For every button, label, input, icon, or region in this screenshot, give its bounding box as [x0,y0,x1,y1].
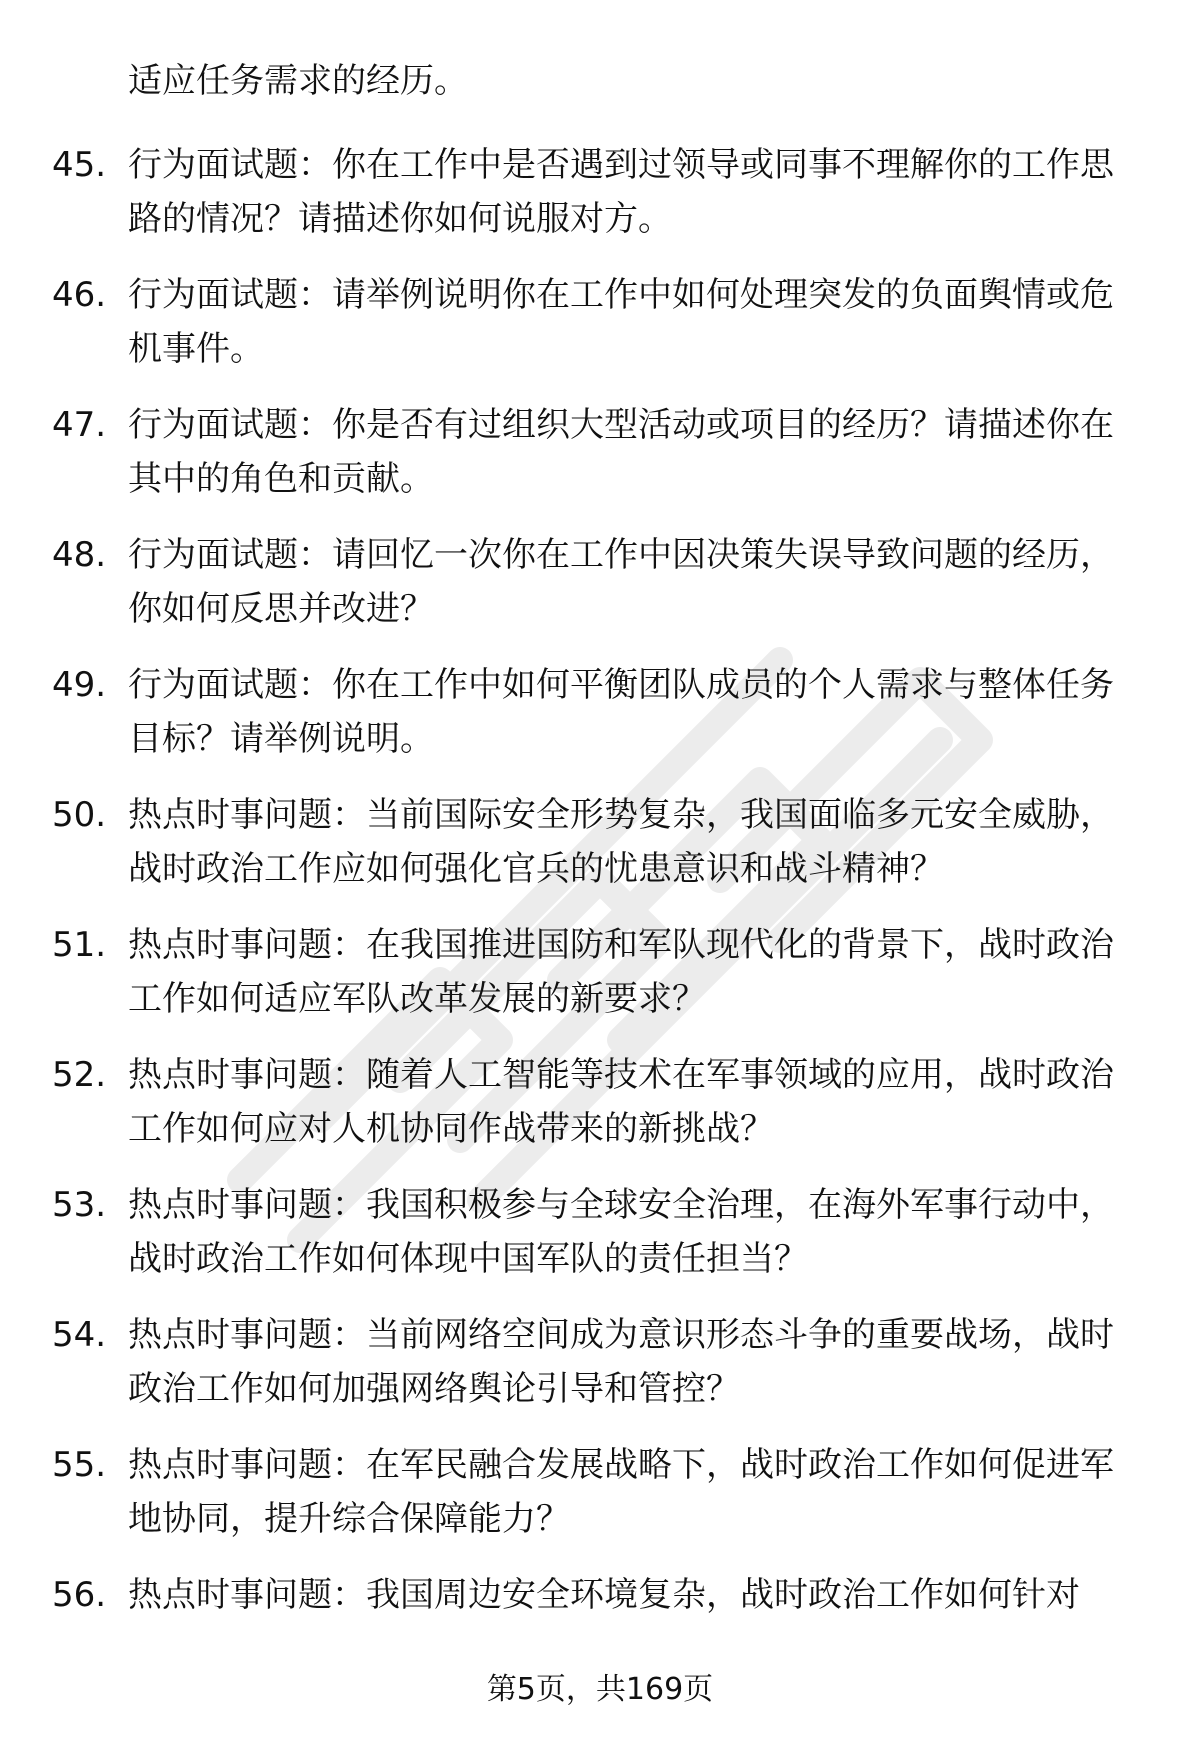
question-text: 行为面试题：请回忆一次你在工作中因决策失误导致问题的经历，你如何反思并改进？ [128,535,1114,629]
question-number: 55. [52,1445,107,1485]
question-text: 热点时事问题：在军民融合发展战略下，战时政治工作如何促进军地协同，提升综合保障能力？ [128,1445,1114,1539]
question-number: 45. [52,145,107,185]
question-text: 热点时事问题：当前国际安全形势复杂，我国面临多元安全威胁，战时政治工作应如何强化官兵的忧患意识和战斗精神？ [128,795,1114,889]
question-text: 热点时事问题：随着人工智能等技术在军事领域的应用，战时政治工作如何应对人机协同作战带来的新挑战？ [128,1055,1114,1149]
question-number: 49. [52,665,107,705]
question-number: 50. [52,795,107,835]
question-item-48 [0,528,1200,658]
question-item-50 [0,788,1200,918]
continuation-text: 适应任务需求的经历。 [128,61,468,101]
question-text: 行为面试题：请举例说明你在工作中如何处理突发的负面舆情或危机事件。 [128,275,1114,369]
question-item-55 [0,1438,1200,1568]
question-item-49 [0,658,1200,788]
question-number: 51. [52,925,107,965]
question-list [0,138,1200,1698]
page-footer: 第5页，共169页 [486,1672,714,1707]
question-text: 热点时事问题：我国积极参与全球安全治理，在海外军事行动中，战时政治工作如何体现中国军队的责任担当？ [128,1185,1114,1279]
question-item-47 [0,398,1200,528]
question-item-51 [0,918,1200,1048]
question-item-52 [0,1048,1200,1178]
question-number: 47. [52,405,107,445]
question-number: 56. [52,1575,107,1615]
question-text: 热点时事问题：当前网络空间成为意识形态斗争的重要战场，战时政治工作如何加强网络舆论引导和管控？ [128,1315,1114,1409]
question-number: 48. [52,535,107,575]
question-number: 53. [52,1185,107,1225]
question-text: 行为面试题：你在工作中如何平衡团队成员的个人需求与整体任务目标？请举例说明。 [128,665,1114,759]
question-text: 热点时事问题：在我国推进国防和军队现代化的背景下，战时政治工作如何适应军队改革发展的新要求？ [128,925,1114,1019]
question-item-46 [0,268,1200,398]
question-text: 行为面试题：你是否有过组织大型活动或项目的经历？请描述你在其中的角色和贡献。 [128,405,1114,499]
question-number: 54. [52,1315,107,1355]
question-item-54 [0,1308,1200,1438]
question-number: 52. [52,1055,107,1095]
question-text: 行为面试题：你在工作中是否遇到过领导或同事不理解你的工作思路的情况？请描述你如何说服对方。 [128,145,1114,239]
question-item-53 [0,1178,1200,1308]
question-item-45 [0,138,1200,268]
question-number: 46. [52,275,107,315]
question-text: 热点时事问题：我国周边安全环境复杂，战时政治工作如何针对 [128,1575,1080,1615]
